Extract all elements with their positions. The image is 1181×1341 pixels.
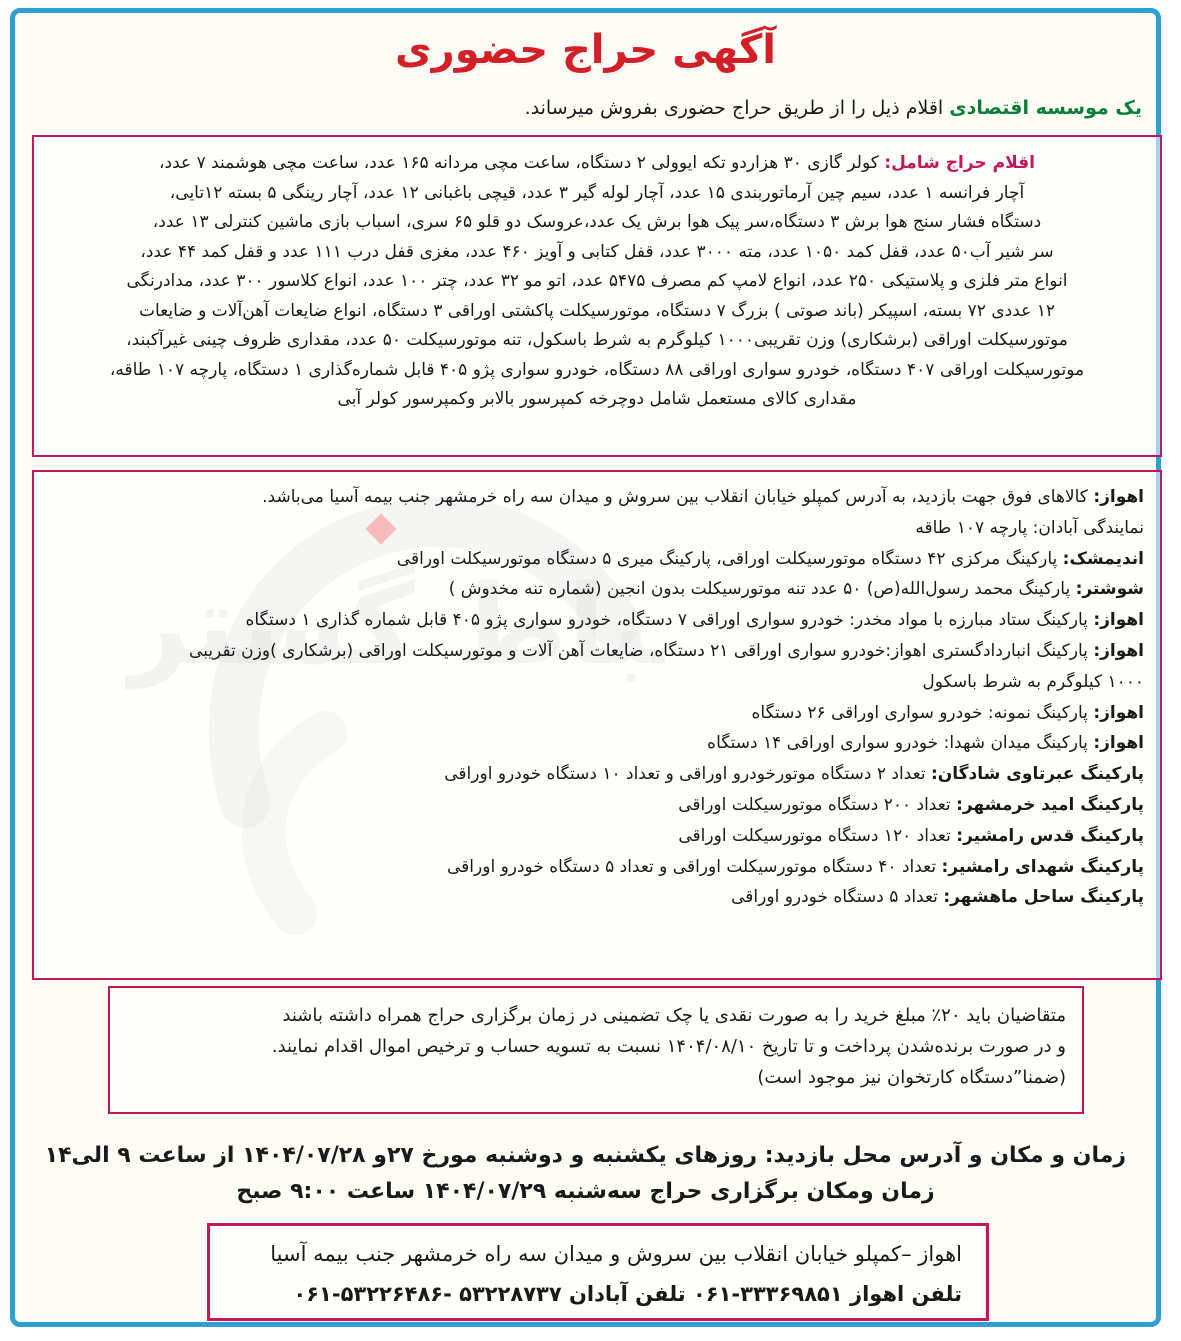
location-line: پارکینگ شهدای رامشیر: تعداد ۴۰ دستگاه موتورسیکلت اوراقی و تعداد ۵ دستگاه خودرو اوراقی	[447, 856, 1144, 877]
items-line: موتورسیکلت اوراقی (برشکاری) وزن تقریبی۱۰۰۰ کیلوگرم به شرط باسکول، تنه موتورسیکلت ۵۰ عدد، مقداری ظروف چینی غیرآکبند،	[126, 330, 1068, 350]
visit-time: زمان و مکان و آدرس محل بازدید: روزهای یکشنبه و دوشنبه مورخ ۲۷و ۱۴۰۴/۰۷/۲۸ از ساعت ۹ الی۱۴	[44, 1143, 1126, 1168]
location-line: پارکینگ ساحل ماهشهر: تعداد ۵ دستگاه خودرو اوراقی	[731, 887, 1144, 908]
items-line: دستگاه فشار سنج هوا برش ۳ دستگاه،سر پیک هوا برش یک عدد،عروسک دو قلو ۶۵ سری، اسباب بازی ماشین کنترلی ۱۳ عدد،	[152, 212, 1042, 232]
contact-box	[207, 1223, 989, 1321]
location-line: نمایندگی آبادان: پارچه ۱۰۷ طاقه	[915, 517, 1144, 538]
schedule-block	[45, 1138, 1126, 1210]
intro-line	[22, 97, 1142, 119]
location-line: اهواز: کالاهای فوق جهت بازدید، به آدرس کمپلو خیابان انقلاب بین سروش و میدان سه راه خرمشهر جنب بیمه آسیا می‌باشد.	[262, 487, 1144, 507]
contact-phones: تلفن اهواز ۳۳۳۶۹۸۵۱-۰۶۱ تلفن آبادان ۵۳۲۲۸۷۳۷ -۵۳۲۲۶۴۸۶-۰۶۱	[293, 1282, 962, 1306]
condition-note: (ضمنا”دستگاه کارتخوان نیز موجود است)	[757, 1067, 1066, 1088]
company-name: یک موسسه اقتصادی	[949, 97, 1142, 119]
items-line: انواع متر فلزی و پلاستیکی ۲۵۰ عدد، انواع لامپ کم مصرف ۵۴۷۵ عدد، اتو مو ۳۲ عدد، چتر ۱۰۰ عدد، انواع کلاسور ۳۰۰ عدد، مدادرنگی	[126, 271, 1068, 291]
items-first-line: اقلام حراج شامل: کولر گازی ۳۰ هزاردو تکه ایوولی ۲ دستگاه، ساعت مچی مردانه ۱۶۵ عدد، ساعت مچی هوشمند ۷ عدد،	[159, 153, 1035, 173]
page-title: آگهی حراج حضوری	[395, 27, 776, 73]
location-line: اهواز: پارکینگ ستاد مبارزه با مواد مخدر: خودرو سواری اوراقی ۷ دستگاه، خودرو سواری پژو ۴۰۵ قابل شماره گذاری ۱ دستگاه	[245, 610, 1144, 631]
items-line: سر شیر آب۵۰ عدد، قفل کمد ۱۰۵۰ عدد، مته ۳۰۰۰ عدد، قفل کتابی و آویز ۴۶۰ عدد، مغزی قفل درب ۱۱۱ عدد و قفل کمد ۴۴ عدد،	[140, 241, 1054, 262]
items-line: آچار فرانسه ۱ عدد، سیم چین آرماتوربندی ۱۵ عدد، آچار لوله گیر ۳ عدد، قیچی باغبانی ۱۲ عدد، آچار رینگی ۵ بسته ۱۲تایی،	[169, 182, 1025, 203]
intro-text: اقلام ذیل را از طریق حراج حضوری بفروش میرساند.	[524, 97, 950, 119]
condition-line: متقاضیان باید ۲۰٪ مبلغ خرید را به صورت نقدی یا چک تضمینی در زمان برگزاری حراج همراه داشته باشند	[282, 1005, 1066, 1026]
location-line: پارکینگ عبرتاوی شادگان: تعداد ۲ دستگاه موتورخودرو اوراقی و تعداد ۱۰ دستگاه خودرو اوراقی	[444, 764, 1144, 785]
location-line: شوشتر: پارکینگ محمد رسول‌الله(ص) ۵۰ عدد تنه موتورسیکلت بدون انجین (شماره تنه مخدوش )	[448, 579, 1144, 600]
condition-line: و در صورت برنده‌شدن پرداخت و تا تاریخ ۱۴۰۴/۰۸/۱۰ نسبت به تسویه حساب و ترخیص اموال اقدام نمایند.	[271, 1036, 1066, 1057]
location-line: پارکینگ قدس رامشیر: تعداد ۱۲۰ دستگاه موتورسیکلت اوراقی	[678, 825, 1144, 846]
location-line: پارکینگ امید خرمشهر: تعداد ۲۰۰ دستگاه موتورسیکلت اوراقی	[678, 794, 1144, 815]
location-line: اندیمشک: پارکینگ مرکزی ۴۲ دستگاه موتورسیکلت اوراقی، پارکینگ میری ۵ دستگاه موتورسیکلت اوراقی	[396, 548, 1144, 569]
locations-box	[32, 470, 1162, 980]
location-line: اهواز: پارکینگ انباردادگستری اهواز:خودرو سواری اوراقی ۲۱ دستگاه، ضایعات آهن آلات و موتورسیکلت اوراقی (برشکاری )وزن تقریبی	[189, 640, 1144, 661]
location-line: اهواز: پارکینگ نمونه: خودرو سواری اوراقی ۲۶ دستگاه	[751, 702, 1144, 723]
contact-address: اهواز –کمپلو خیابان انقلاب بین سروش و میدان سه راه خرمشهر جنب بیمه آسیا	[270, 1242, 962, 1266]
conditions-box	[108, 986, 1084, 1114]
items-label: اقلام حراج شامل:	[884, 153, 1035, 173]
items-line: مقداری کالای مستعمل شامل دوچرخه کمپرسور بالابر وکمپرسور کولر آبی	[337, 389, 857, 409]
ad-frame	[10, 8, 1161, 1327]
items-line: موتورسیکلت اوراقی ۴۰۷ دستگاه، خودرو سواری اوراقی ۸۸ دستگاه، خودرو سواری پژو ۴۰۵ قابل شماره‌گذاری ۱ دستگاه، پارچه ۱۰۷ طاقه،	[109, 359, 1085, 380]
location-line: اهواز: پارکینگ میدان شهدا: خودرو سواری اوراقی ۱۴ دستگاه	[707, 733, 1144, 754]
items-line: ۱۲ عددی ۷۲ بسته، اسپیکر (باند صوتی ) بزرگ ۷ دستگاه، موتورسیکلت پاکشتی اوراقی ۳ دستگاه، انواع ضایعات آهن‌آلات و ضایعات	[139, 300, 1055, 321]
auction-time: زمان ومکان برگزاری حراج سه‌شنبه ۱۴۰۴/۰۷/۲۹ ساعت ۹:۰۰ صبح	[236, 1179, 935, 1204]
auction-items-box	[32, 135, 1162, 457]
location-line: ۱۰۰۰ کیلوگرم به شرط باسکول	[922, 671, 1144, 692]
